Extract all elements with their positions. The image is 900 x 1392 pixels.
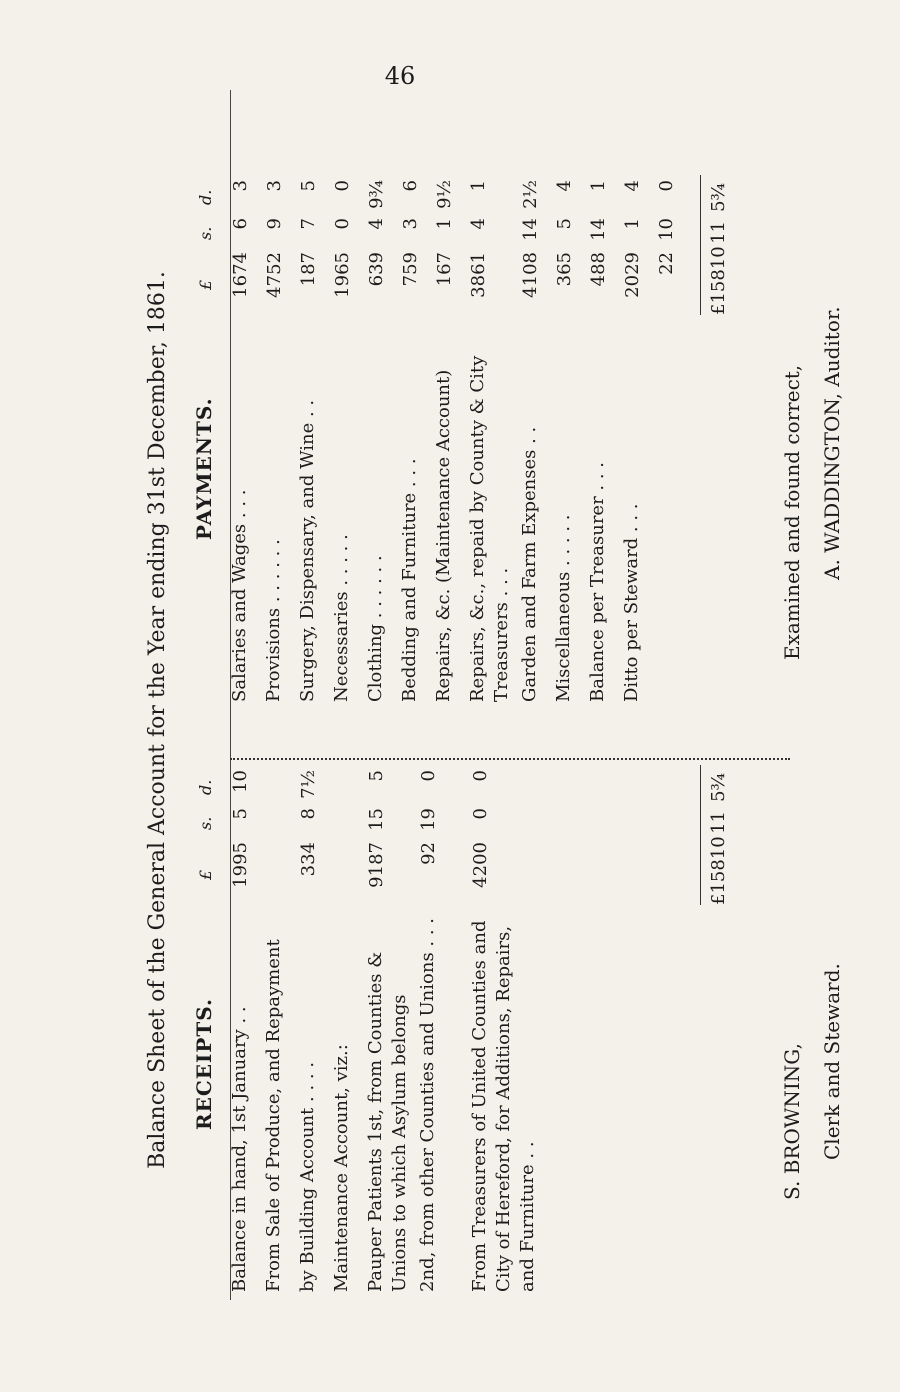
item-pence: 0 (470, 770, 491, 782)
item-pounds: 3861 (468, 252, 489, 298)
item-pounds: 759 (400, 252, 421, 287)
item-description: Repairs, &c. (Maintenance Account) (433, 369, 454, 702)
item-shillings: 0 (332, 218, 353, 230)
receipts-total-pence: 5¾ (708, 773, 729, 802)
table-row (228, 762, 254, 1292)
auditor-signature: A. WADDINGTON, Auditor. (820, 306, 844, 580)
item-shillings: 4 (468, 218, 489, 230)
item-pence: 9½ (434, 180, 455, 209)
item-shillings: 1 (622, 218, 643, 230)
table-row (518, 172, 544, 702)
table-row (432, 172, 458, 702)
table-row (586, 172, 612, 702)
item-shillings: 19 (418, 808, 439, 831)
examined-note: Examined and found correct, (780, 364, 804, 660)
rotated-balance-sheet (140, 120, 900, 1300)
item-pounds: 334 (298, 842, 319, 877)
column-divider (230, 756, 790, 760)
item-description: Garden and Farm Expenses . . (519, 426, 540, 702)
item-pounds: 22 (656, 252, 677, 275)
item-shillings: 9 (264, 218, 285, 230)
item-description: Balance per Treasurer . . . (587, 461, 608, 702)
table-row (228, 172, 254, 702)
item-description: From Sale of Produce, and Repayment (263, 939, 284, 1292)
payments-total (706, 175, 732, 315)
payments-total-rule (700, 175, 701, 315)
item-description: Miscellaneous . . . . . (553, 514, 574, 702)
payments-pounds-head: £ (196, 279, 215, 290)
item-description: Clothing . . . . . . (365, 555, 386, 702)
payments-total-pence: 5¾ (708, 183, 729, 212)
receipts-heading: RECEIPTS. (192, 998, 216, 1130)
item-pence: 6 (400, 180, 421, 192)
item-shillings: 14 (520, 218, 541, 241)
item-pounds: 1965 (332, 252, 353, 298)
table-row (330, 762, 356, 1292)
item-shillings: 10 (656, 218, 677, 241)
item-pence: 3 (264, 180, 285, 192)
table-row (398, 172, 424, 702)
item-description: Surgery, Dispensary, and Wine . . (297, 399, 318, 702)
receipts-total-pounds: £15810 (708, 836, 729, 905)
item-pounds: 488 (588, 252, 609, 287)
receipts-total (706, 765, 732, 905)
item-pence: 5 (366, 770, 387, 782)
item-shillings: 0 (470, 808, 491, 820)
item-pounds: 167 (434, 252, 455, 287)
item-pence: 4 (554, 180, 575, 192)
item-shillings: 8 (298, 808, 319, 820)
item-pounds: 4752 (264, 252, 285, 298)
item-shillings: 15 (366, 808, 387, 831)
item-description: Ditto per Steward . . . (621, 503, 642, 702)
payments-total-shillings: 11 (708, 221, 729, 244)
receipts-pence-head: d. (196, 779, 215, 795)
item-pence: 0 (656, 180, 677, 192)
payments-shillings-head: s. (196, 226, 215, 240)
page-number: 46 (384, 62, 416, 90)
table-row (416, 762, 442, 1292)
item-pounds: 4108 (520, 252, 541, 298)
item-pounds: 4200 (470, 842, 491, 888)
item-pence: 1 (468, 180, 489, 192)
item-pence: 9¾ (366, 180, 387, 209)
table-row (262, 762, 288, 1292)
item-description: Balance in hand, 1st January . . (229, 1006, 250, 1292)
item-shillings: 3 (400, 218, 421, 230)
table-row (654, 172, 680, 702)
table-row (262, 172, 288, 702)
item-pounds: 9187 (366, 842, 387, 888)
item-shillings: 6 (230, 218, 251, 230)
item-pence: 2½ (520, 180, 541, 209)
item-shillings: 5 (554, 218, 575, 230)
clerk-name: S. BROWNING, (780, 1043, 804, 1200)
item-description: Maintenance Account, viz.: (331, 1044, 352, 1292)
item-pounds: 1674 (230, 252, 251, 298)
receipts-total-rule (700, 765, 701, 905)
item-pounds: 1995 (230, 842, 251, 888)
table-row (364, 172, 390, 702)
table-row (296, 172, 322, 702)
item-description: Salaries and Wages . . . (229, 489, 250, 702)
table-row (468, 762, 538, 1292)
item-shillings: 7 (298, 218, 319, 230)
receipts-total-shillings: 11 (708, 811, 729, 834)
item-description: 2nd, from other Counties and Unions . . . (417, 917, 438, 1292)
table-row (296, 762, 322, 1292)
item-description: From Treasurers of United Counties and City of Hereford, for Additions, Repairs, and Furniture . . (469, 920, 538, 1292)
item-pence: 4 (622, 180, 643, 192)
item-pence: 0 (332, 180, 353, 192)
receipts-pounds-head: £ (196, 869, 215, 880)
table-row (620, 172, 646, 702)
item-pounds: 639 (366, 252, 387, 287)
item-pounds: 2029 (622, 252, 643, 298)
item-pounds: 187 (298, 252, 319, 287)
item-pence: 7½ (298, 770, 319, 799)
item-pence: 1 (588, 180, 609, 192)
table-row (466, 172, 512, 702)
receipts-shillings-head: s. (196, 816, 215, 830)
table-row (330, 172, 356, 702)
item-shillings: 4 (366, 218, 387, 230)
item-pence: 0 (418, 770, 439, 782)
payments-heading: PAYMENTS. (192, 397, 216, 540)
item-description: Repairs, &c., repaid by County & City Treasurers . . . (467, 355, 512, 702)
item-pounds: 92 (418, 842, 439, 865)
item-description: Bedding and Furniture . . . (399, 458, 420, 702)
item-description: Pauper Patients 1st, from Counties & Unions to which Asylum belongs (365, 951, 410, 1292)
table-row (552, 172, 578, 702)
clerk-title: Clerk and Steward. (820, 963, 844, 1160)
item-description: by Building Account . . . . (297, 1061, 318, 1292)
item-shillings: 5 (230, 808, 251, 820)
item-pence: 5 (298, 180, 319, 192)
payments-pence-head: d. (196, 189, 215, 205)
payments-total-pounds: £15810 (708, 246, 729, 315)
item-pence: 10 (230, 770, 251, 793)
page-title: Balance Sheet of the General Account for the Year ending 31st December, 1861. (145, 271, 170, 1169)
item-description: Provisions . . . . . . (263, 539, 284, 702)
item-description: Necessaries . . . . . (331, 534, 352, 702)
item-shillings: 1 (434, 218, 455, 230)
table-row (364, 762, 410, 1292)
item-shillings: 14 (588, 218, 609, 241)
item-pounds: 365 (554, 252, 575, 287)
item-pence: 3 (230, 180, 251, 192)
